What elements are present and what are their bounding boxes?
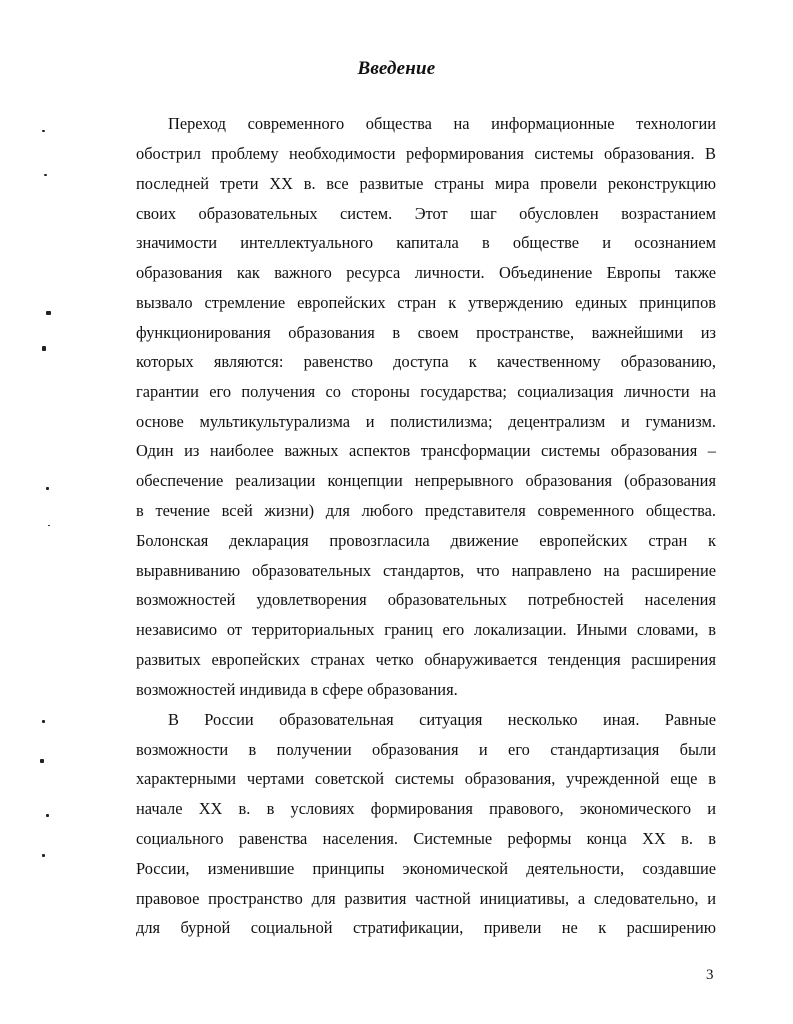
scan-speck bbox=[42, 130, 45, 132]
text-line: образования как важного ресурса личности. Объединение Европы также bbox=[136, 263, 716, 282]
text-line: независимо от территориальных границ его локализации. Иными словами, в bbox=[136, 620, 716, 639]
scan-speck bbox=[46, 487, 49, 490]
text-line: возможности в получении образования и его стандартизация были bbox=[136, 740, 716, 759]
text-line: развитых европейских странах четко обнаруживается тенденция расширения bbox=[136, 650, 716, 669]
text-line: возможностей удовлетворения образовательных потребностей населения bbox=[136, 590, 716, 609]
text-line: основе мультикультурализма и полистилизма; децентрализм и гуманизм. bbox=[136, 412, 716, 431]
text-line: обострил проблему необходимости реформирования системы образования. В bbox=[136, 144, 716, 163]
scan-speck bbox=[42, 720, 45, 723]
text-line: Один из наиболее важных аспектов трансформации системы образования – bbox=[136, 441, 716, 460]
text-line: которых являются: равенство доступа к качественному образованию, bbox=[136, 352, 716, 371]
text-line: последней трети XX в. все развитые страны мира провели реконструкцию bbox=[136, 174, 716, 193]
text-line: возможностей индивида в сфере образования. bbox=[136, 680, 458, 699]
page-number: 3 bbox=[706, 967, 714, 983]
text-line: Болонская декларация провозгласила движение европейских стран к bbox=[136, 531, 716, 550]
text-line: в течение всей жизни) для любого представителя современного общества. bbox=[136, 501, 716, 520]
scan-speck bbox=[40, 759, 44, 763]
text-line: значимости интеллектуального капитала в обществе и осознанием bbox=[136, 233, 716, 252]
text-line: правовое пространство для развития частной инициативы, а следовательно, и bbox=[136, 889, 716, 908]
text-line: для бурной социальной стратификации, привели не к расширению bbox=[136, 918, 716, 937]
text-line: выравниванию образовательных стандартов, что направлено на расширение bbox=[136, 561, 716, 580]
page-title: Введение bbox=[357, 58, 436, 79]
text-line: социального равенства населения. Системные реформы конца XX в. в bbox=[136, 829, 716, 848]
text-line: гарантии его получения со стороны государства; социализация личности на bbox=[136, 382, 716, 401]
text-line: России, изменившие принципы экономической деятельности, создавшие bbox=[136, 859, 716, 878]
scan-speck bbox=[42, 346, 46, 351]
text-line: обеспечение реализации концепции непрерывного образования (образования bbox=[136, 471, 716, 490]
scan-speck bbox=[44, 174, 47, 176]
text-line: вызвало стремление европейских стран к утверждению единых принципов bbox=[136, 293, 716, 312]
scan-speck bbox=[48, 525, 50, 526]
text-line: функционирования образования в своем пространстве, важнейшими из bbox=[136, 323, 716, 342]
text-line: Переход современного общества на информационные технологии bbox=[168, 114, 716, 133]
text-line: начале XX в. в условиях формирования правового, экономического и bbox=[136, 799, 716, 818]
text-line: характерными чертами советской системы образования, учрежденной еще в bbox=[136, 769, 716, 788]
scan-speck bbox=[42, 854, 45, 857]
text-line: своих образовательных систем. Этот шаг обусловлен возрастанием bbox=[136, 204, 716, 223]
scan-speck bbox=[46, 311, 51, 315]
scan-speck bbox=[46, 814, 49, 817]
text-line: В России образовательная ситуация несколько иная. Равные bbox=[168, 710, 716, 729]
